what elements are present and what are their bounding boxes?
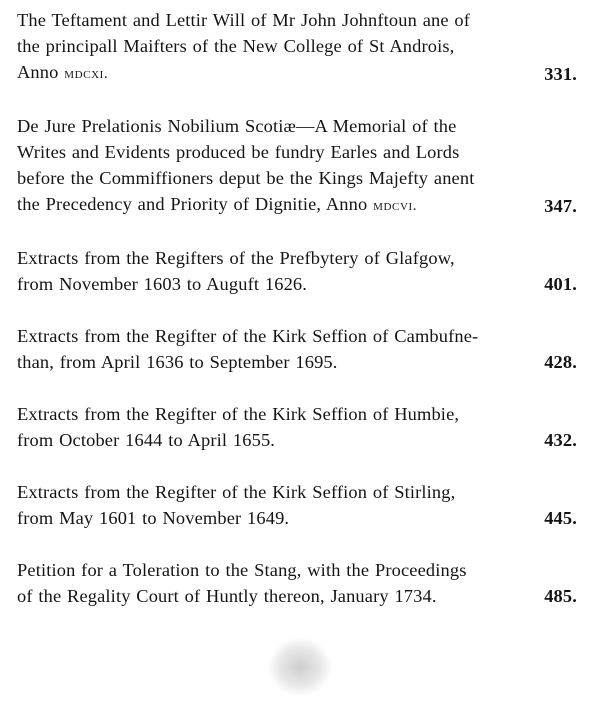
entry-5-line-2: from October 1644 to April 1655. xyxy=(17,430,276,450)
contents-entry-2 xyxy=(17,113,580,219)
entry-1-page-number: 331. xyxy=(544,64,577,84)
entry-1-line-3 xyxy=(17,59,580,87)
contents-list xyxy=(17,7,580,609)
entry-1-line-2: the principall Maifters of the New College of St Androis, xyxy=(17,36,455,56)
entry-7-page-number: 485. xyxy=(544,586,577,606)
entry-7-line-2: of the Regality Court of Huntly thereon, January 1734. xyxy=(17,586,437,606)
entry-4-line-2: than, from April 1636 to September 1695. xyxy=(17,352,338,372)
entry-5-line-1: Extracts from the Regifter of the Kirk Seffion of Humbie, xyxy=(17,404,460,424)
entry-1-year: mdcxi. xyxy=(64,66,109,82)
entry-6-line-2: from May 1601 to November 1649. xyxy=(17,508,290,528)
entry-2-page-number: 347. xyxy=(544,196,577,216)
entry-3-page-number: 401. xyxy=(544,274,577,294)
contents-entry-7 xyxy=(17,557,580,609)
contents-entry-5 xyxy=(17,401,580,453)
contents-entry-1 xyxy=(17,7,580,87)
entry-3-line-1: Extracts from the Regifters of the Prefbytery of Glafgow, xyxy=(17,248,455,268)
entry-2-line-4-text: the Precedency and Priority of Dignitie, Anno xyxy=(17,194,374,214)
entry-6-line-1: Extracts from the Regifter of the Kirk Seffion of Stirling, xyxy=(17,482,456,502)
entry-7-line-1: Petition for a Toleration to the Stang, with the Proceedings xyxy=(17,560,467,580)
entry-2-line-2: Writes and Evidents produced be fundry Earles and Lords xyxy=(17,142,460,162)
entry-2-year: mdcvi. xyxy=(373,198,418,214)
entry-6-page-number: 445. xyxy=(544,508,577,528)
entry-4-page-number: 428. xyxy=(544,352,577,372)
entry-2-line-3: before the Commiffioners deput be the Kings Majefty anent xyxy=(17,168,475,188)
entry-5-page-number: 432. xyxy=(544,430,577,450)
entry-1-line-3-text: Anno xyxy=(17,62,65,82)
ink-smudge xyxy=(268,638,332,696)
entry-3-line-2: from November 1603 to Auguft 1626. xyxy=(17,274,308,294)
entry-2-line-4 xyxy=(17,191,580,219)
entry-4-line-1: Extracts from the Regifter of the Kirk Seffion of Cambufne- xyxy=(17,326,479,346)
contents-entry-4 xyxy=(17,323,580,375)
contents-entry-3 xyxy=(17,245,580,297)
contents-entry-6 xyxy=(17,479,580,531)
entry-1-line-1: The Teftament and Lettir Will of Mr John Johnftoun ane of xyxy=(17,10,471,30)
entry-2-line-1: De Jure Prelationis Nobilium Scotiæ—A Memorial of the xyxy=(17,116,457,136)
